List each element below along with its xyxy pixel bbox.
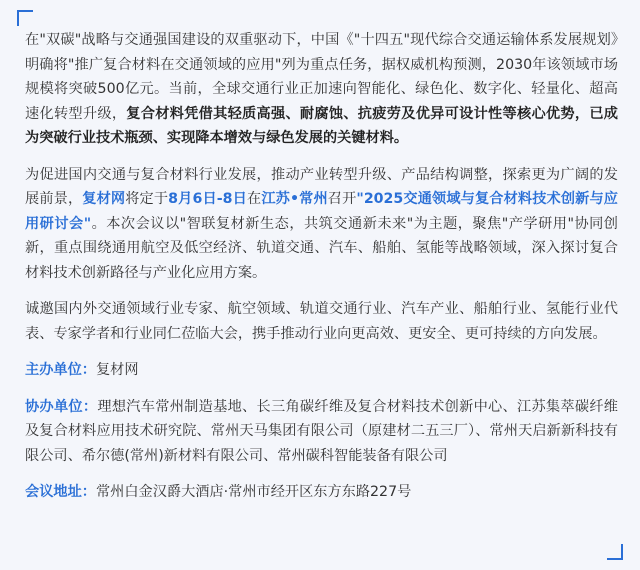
article-content <box>25 28 618 517</box>
event-text-3: 在 <box>247 191 262 207</box>
host-value: 复材网 <box>95 362 139 378</box>
address-line <box>25 480 618 505</box>
event-text-1: 为促进国内交通与复合材料行业发展，推动产业转型升级、产品结构调整，探索更为广阔的发展前景， <box>25 166 618 207</box>
intro-text: 在"双碳"战略与交通强国建设的双重驱动下，中国《"十四五"现代综合交通运输体系发展规划》明确将"推广复合材料在交通领域的应用"列为重点任务，据权威机构预测，2030年该领域市场规模将突破500亿元。当前，全球交通行业正加速向智能化、绿色化、数字化、轻量化、超高速化转型升级， <box>25 32 618 122</box>
corner-bracket-top-left <box>17 10 33 26</box>
co-host-value: 理想汽车常州制造基地、长三角碳纤维及复合材料技术创新中心、江苏集萃碳纤维及复合材料应用技术研究院、常州天马集团有限公司（原建材二五三厂）、常州天启新新科技有限公司、希尔德(常州)新材料有限公司、常州碳科智能装备有限公司 <box>25 398 618 464</box>
event-date: 8月6日-8日 <box>168 191 247 207</box>
co-host-label: 协办单位： <box>25 398 98 415</box>
invitation-paragraph: 诚邀国内外交通领域行业专家、航空领域、轨道交通行业、汽车产业、船舶行业、氢能行业代表、专家学者和行业同仁莅临大会，携手推动行业向更高效、更安全、更可持续的方向发展。 <box>25 301 618 342</box>
co-host-line <box>25 395 618 469</box>
organizer-name: 复材网 <box>82 191 126 207</box>
host-line <box>25 358 618 383</box>
intro-paragraph <box>25 28 618 151</box>
event-title: "2025交通领域与复合材料技术创新与应用研讨会" <box>25 191 618 232</box>
intro-bold-text: 复合材料凭借其轻质高强、耐腐蚀、抗疲劳及优异可设计性等核心优势，已成为突破行业技术瓶颈、实现降本增效与绿色发展的关键材料。 <box>25 105 618 146</box>
corner-bracket-bottom-right <box>607 544 623 560</box>
host-label: 主办单位： <box>25 362 96 378</box>
event-text-4: 召开 <box>327 191 357 207</box>
event-text-2: 将定于 <box>125 191 169 207</box>
address-value: 常州白金汉爵大酒店·常州市经开区东方东路227号 <box>95 484 412 500</box>
address-label: 会议地址： <box>25 484 96 500</box>
event-paragraph <box>25 163 618 286</box>
event-place: 江苏•常州 <box>261 191 328 207</box>
event-text-5: 。本次会议以"智联复材新生态，共筑交通新未来"为主题，聚焦"产学研用"协同创新，重点围绕通用航空及低空经济、轨道交通、汽车、船舶、氢能等战略领域，深入探讨复合材料技术创新路径与产业化应用方案。 <box>25 215 618 281</box>
